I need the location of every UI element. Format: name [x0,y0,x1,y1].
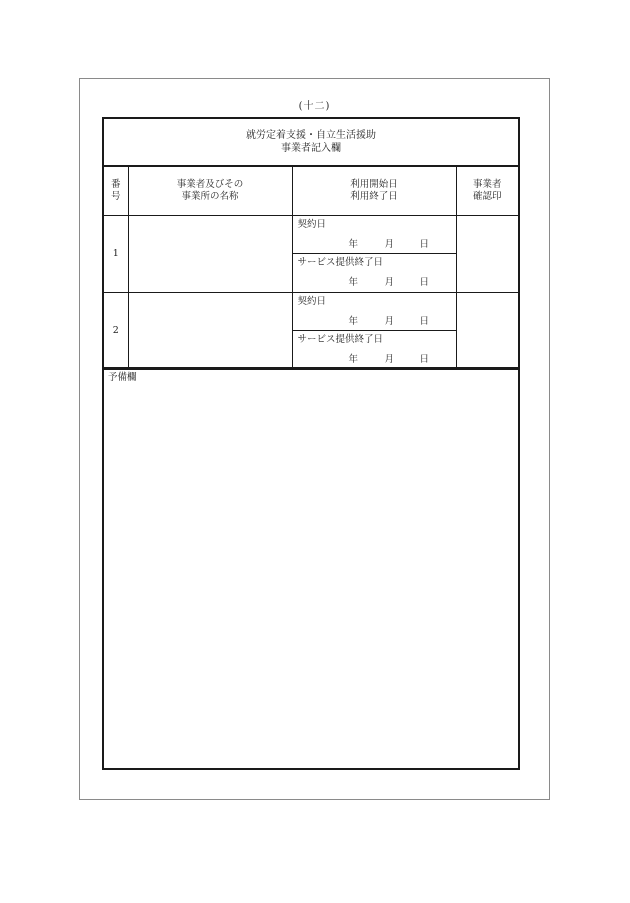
row-number: 1 [104,215,128,292]
form-title-line2: 事業者記入欄 [281,143,341,154]
row-number: 2 [104,292,128,369]
date-cell [292,215,456,292]
contract-date-label: 契約日 [297,295,327,307]
service-end-date-field[interactable] [293,254,456,292]
contract-date-field[interactable] [293,216,456,254]
remarks-field[interactable] [104,367,518,768]
day-label: 日 [419,238,430,250]
month-label: 月 [384,276,395,288]
form-frame [102,117,520,770]
service-end-date-label: サービス提供終了日 [297,333,384,345]
form-title-line1: 就労定着支援・自立生活援助 [246,130,376,141]
day-label: 日 [419,276,430,288]
remarks-label: 予備欄 [108,372,137,383]
provider-name-field[interactable] [128,292,292,369]
page-number: (十二) [298,101,331,112]
year-label: 年 [348,353,359,365]
day-label: 日 [419,315,430,327]
contract-date-field[interactable] [293,293,456,331]
confirm-seal-field[interactable] [456,292,518,369]
confirm-seal-field[interactable] [456,215,518,292]
form-title [104,119,518,167]
month-label: 月 [384,238,395,250]
table-row [104,215,518,292]
table-row [104,292,518,369]
month-label: 月 [384,315,395,327]
header-provider: 事業者及びその 事業所の名称 [128,167,292,215]
year-label: 年 [348,315,359,327]
day-label: 日 [419,353,430,365]
provider-name-field[interactable] [128,215,292,292]
header-dates: 利用開始日 利用終了日 [292,167,456,215]
date-cell [292,292,456,369]
header-confirm: 事業者 確認印 [456,167,518,215]
service-end-date-field[interactable] [293,331,456,369]
table-header-row [104,167,518,215]
month-label: 月 [384,353,395,365]
year-label: 年 [348,238,359,250]
service-end-date-label: サービス提供終了日 [297,256,384,268]
year-label: 年 [348,276,359,288]
provider-table [104,167,518,370]
header-number: 番 号 [104,167,128,215]
contract-date-label: 契約日 [297,218,327,230]
